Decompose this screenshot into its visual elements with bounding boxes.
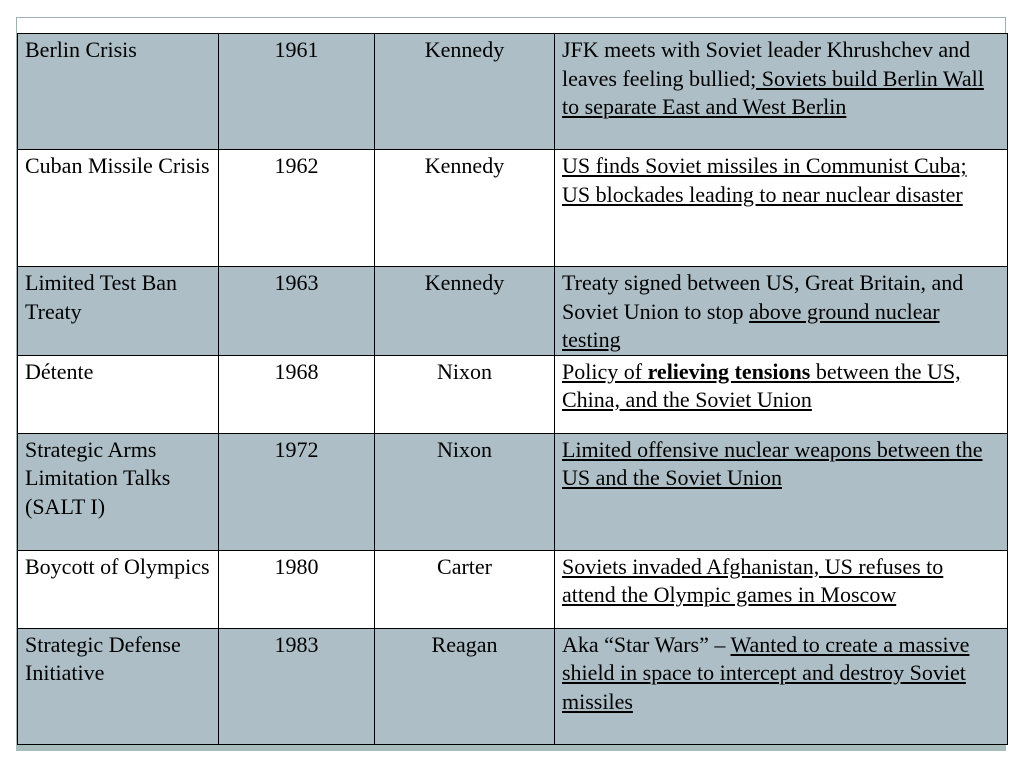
table-row [18, 433, 1008, 550]
president-cell: Reagan [375, 628, 555, 744]
year-cell: 1983 [219, 628, 375, 744]
year-cell: 1972 [219, 433, 375, 550]
description-text: Limited offensive nuclear weapons between the US and the Soviet Union [562, 436, 983, 490]
description-cell [555, 355, 1008, 433]
event-cell: Boycott of Olympics [18, 550, 219, 628]
table-row [18, 628, 1008, 744]
year-cell: 1961 [219, 34, 375, 150]
president-cell: Nixon [375, 433, 555, 550]
year-cell: 1962 [219, 150, 375, 267]
description-cell [555, 628, 1008, 744]
president-cell: Kennedy [375, 34, 555, 150]
description-text: US finds Soviet missiles in Communist Cuba; US blockades leading to near nuclear disaster [562, 153, 967, 207]
description-text: ; Soviets build Berlin Wall to separate East and West Berlin [562, 65, 984, 119]
event-cell: Berlin Crisis [18, 34, 219, 150]
table-row [18, 34, 1008, 150]
description-cell [555, 267, 1008, 356]
event-cell: Limited Test Ban Treaty [18, 267, 219, 356]
president-cell: Carter [375, 550, 555, 628]
event-cell: Strategic Arms Limitation Talks (SALT I) [18, 433, 219, 550]
year-cell: 1968 [219, 355, 375, 433]
event-cell: Strategic Defense Initiative [18, 628, 219, 744]
description-emphasis: relieving tensions [647, 358, 811, 384]
description-text: between the US, China, and the Soviet Union [562, 358, 961, 412]
president-cell: Kennedy [375, 150, 555, 267]
description-cell [555, 150, 1008, 267]
description-text: Policy of [562, 358, 648, 384]
event-cell: Détente [18, 355, 219, 433]
table-row [18, 550, 1008, 628]
table-body [18, 34, 1008, 745]
description-cell [555, 550, 1008, 628]
description-text: Wanted to create a massive shield in space to intercept and destroy Soviet missiles [562, 631, 970, 714]
description-text: Treaty signed between US, Great Britain, and Soviet Union to stop [562, 270, 964, 324]
description-cell [555, 34, 1008, 150]
president-cell: Nixon [375, 355, 555, 433]
table-row [18, 150, 1008, 267]
description-text: above ground nuclear testing [562, 298, 940, 352]
description-text: Soviets invaded Afghanistan, US refuses to attend the Olympic games in Moscow [562, 553, 944, 607]
table-row [18, 355, 1008, 433]
description-cell [555, 433, 1008, 550]
year-cell: 1963 [219, 267, 375, 356]
cold-war-events-table [17, 33, 1008, 745]
president-cell: Kennedy [375, 267, 555, 356]
description-text: Aka “Star Wars” – [562, 631, 731, 657]
event-cell: Cuban Missile Crisis [18, 150, 219, 267]
table-row [18, 267, 1008, 356]
description-text: JFK meets with Soviet leader Khrushchev and leaves feeling bullied [562, 37, 971, 91]
year-cell: 1980 [219, 550, 375, 628]
